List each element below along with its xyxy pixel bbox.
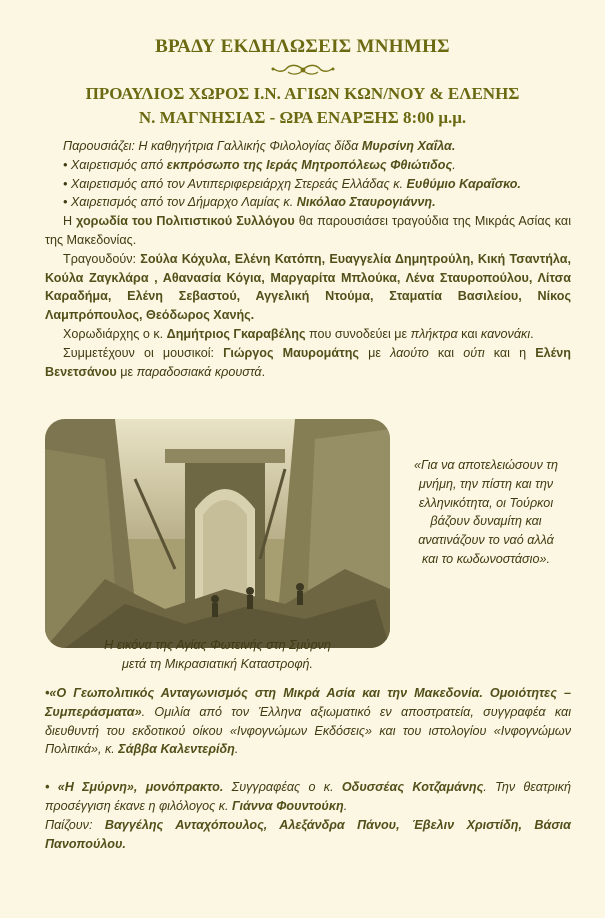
venue-line: ΠΡΟΑΥΛΙΟΣ ΧΩΡΟΣ Ι.Ν. ΑΓΙΩΝ ΚΩΝ/ΝΟΥ & ΕΛΕΝΗΣ bbox=[85, 84, 520, 103]
cast-paragraph: Παίζουν: Βαγγέλης Ανταχόπουλος, Αλεξάνδρα Πάνου, Έβελιν Χριστίδη, Βάσια Πανοπούλου. bbox=[45, 817, 571, 851]
presenter-line: Παρουσιάζει: Η καθηγήτρια Γαλλικής Φιλολογίας δίδα Μυρσίνη Χαΐλα. bbox=[63, 139, 456, 153]
presenter-name: Μυρσίνη Χαΐλα. bbox=[361, 139, 456, 153]
greeting-line: • Χαιρετισμός από τον Αντιπεριφερειάρχη Στερεάς Ελλάδας κ. Ευθύμιο Καραΐσκο. bbox=[63, 176, 521, 191]
time-line: Ν. ΜΑΓΝΗΣΙΑΣ - ΩΡΑ ΕΝΑΡΞΗΣ 8:00 μ.μ. bbox=[138, 108, 467, 127]
talk-title: •«Ο Γεωπολιτικός Ανταγωνισμός στη Μικρά Ασία και την Μακεδονία. Ομοιότητες – Συμπεράσματα» bbox=[45, 686, 571, 719]
page-title: ΒΡΑΔΥ ΕΚΔΗΛΩΣΕΙΣ ΜΝΗΜΗΣ bbox=[155, 36, 450, 57]
talk-paragraph: •«Ο Γεωπολιτικός Ανταγωνισμός στη Μικρά Ασία και την Μακεδονία. Ομοιότητες – Συμπεράσματα». Ομιλία από τον Έλληνα αξιωματικό εν αποστρατεία, συγγραφέα και διευθυντή του εκδοτικού οίκου «Ινφογνώμων Εκδόσεις» και του ιστολογίου «Ινφογνώμων Πολιτικά», κ. Σάββα Καλεντερίδη. bbox=[45, 686, 571, 757]
greeting-line: • Χαιρετισμός από τον Δήμαρχο Λαμίας κ. Νικόλαο Σταυρογιάννη. bbox=[63, 195, 436, 210]
quote-block: «Για να αποτελειώσουν τη μνήμη, την πίστη και την ελληνικότητα, οι Τούρκοι βάζουν δυναμίτη και ανατινάζουν το ναό αλλά και το κωδωνοστάσιο». bbox=[414, 458, 558, 566]
lectures-section bbox=[45, 684, 571, 853]
greeting-line: • Χαιρετισμός από εκπρόσωπο της Ιεράς Μητροπόλεως Φθιώτιδος. bbox=[63, 157, 456, 172]
singers-paragraph: Τραγουδούν: Σούλα Κόχυλα, Ελένη Κατόπη, Ευαγγελία Δημητρούλη, Κική Τσαντήλα, Κούλα Ζαγκλάρα , Αθανασία Κόγια, Μαργαρίτα Μπλούκα, Λένα Σταυροπούλου, Λίτσα Καραδήμα, Ελένη Σεβαστού, Αγγελική Ντούμα, Σταματία Βασιλείου, Νίκος Λαμπρόπουλος, Θεόδωρος Χανής. bbox=[45, 251, 571, 323]
floral-ornament-icon bbox=[268, 63, 338, 77]
choir-paragraph: Η χορωδία του Πολιτιστικού Συλλόγου θα παρουσιάσει τραγούδια της Μικράς Ασίας και της Μακεδονίας. bbox=[45, 214, 571, 247]
play-paragraph: • «Η Σμύρνη», μονόπρακτο. Συγγραφέας ο κ. Οδυσσέας Κοτζαμάνης. Την θεατρική προσέγγιση έκανε η φιλόλογος κ. Γιάννα Φουντούκη. bbox=[45, 780, 571, 813]
programme-section bbox=[45, 137, 571, 381]
conductor-paragraph: Χορωδιάρχης ο κ. Δημήτριος Γκαραβέλης που συνοδεύει με πλήκτρα και κανονάκι. bbox=[63, 326, 534, 341]
musicians-paragraph: Συμμετέχουν οι μουσικοί: Γιώργος Μαυρομάτης με λαούτο και ούτι και η Ελένη Βενετσάνου με παραδοσιακά κρουστά. bbox=[45, 345, 571, 379]
photo-caption: Η εικόνα της Αγίας Φωτεινής στη Σμύρνη μετά τη Μικρασιατική Καταστροφή. bbox=[104, 638, 331, 671]
play-title: • «Η Σμύρνη», μονόπρακτο. bbox=[45, 780, 224, 795]
church-ruins-photo bbox=[45, 419, 390, 648]
